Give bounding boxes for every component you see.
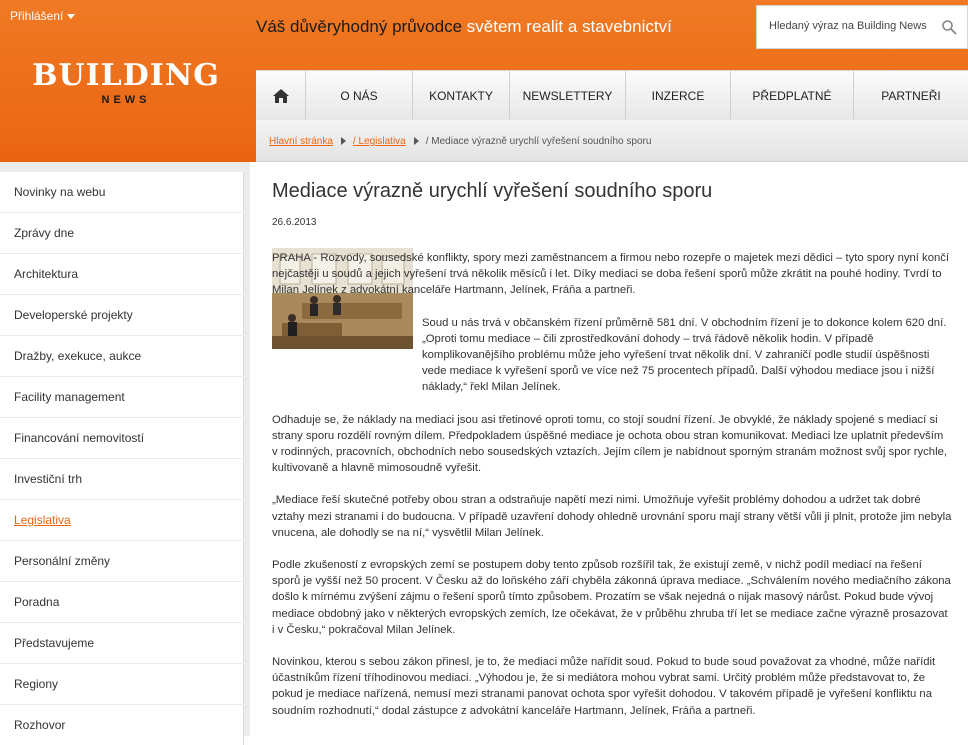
chevron-right-icon bbox=[341, 137, 346, 145]
nav-kontakty[interactable]: KONTAKTY bbox=[413, 71, 510, 121]
nav-predplatne[interactable]: PŘEDPLATNÉ bbox=[731, 71, 854, 121]
search-box bbox=[756, 5, 968, 49]
article-title: Mediace výrazně urychlí vyřešení soudního sporu bbox=[272, 180, 713, 202]
logo-subtext: NEWS bbox=[101, 94, 151, 106]
article-paragraph: Odhaduje se, že náklady na mediaci jsou asi třetinové oproti tomu, co stojí soudní řízení. Je obvyklé, že náklady spojené s mediací si strany sporu rozdělí rovným dílem. Předpokladem úspěšné mediace je ochota obou stran komunikovat. Mediaci lze uplatnit především v rodinných, pracovních, obchodních nebo sousedských vztazích. Jejím cílem je nabídnout sporným stranám možnost svůj spor rychle, kultivovaně a hlavně mimosoudně vyřešit. bbox=[272, 413, 947, 475]
login-label: Přihlášení bbox=[10, 9, 64, 23]
sidebar-item-legislativa[interactable]: Legislativa bbox=[0, 500, 244, 540]
breadcrumb-section[interactable]: / Legislativa bbox=[352, 136, 406, 147]
sidebar-item-developerske-projekty[interactable]: Developerské projekty bbox=[0, 295, 244, 335]
article-paragraph: Novinkou, kterou s sebou zákon přinesl, je to, že mediaci může nařídit soud. Pokud to bude soud považovat za vhodné, může nařídit účastníkům řízení tříhodinovou mediaci. „Výhodou je, že si mediátora mohou vybrat sami. Určitý problém může představovat to, že pokud je mediace nařízená, nemusí mezi stranami panovat ochota spor vyřešit dohodou. V takovém případě je vyřešení konfliktu na soudním rozhodnutí,“ dodal zástupce z advokátní kanceláře Hartmann, Jelínek, Fráňa a partneři. bbox=[272, 656, 936, 717]
chevron-down-icon bbox=[67, 14, 75, 19]
sidebar-item-rozhovor[interactable]: Rozhovor bbox=[0, 705, 244, 745]
sidebar-item-personalni-zmeny[interactable]: Personální změny bbox=[0, 541, 244, 581]
sidebar-item-predstavujeme[interactable]: Představujeme bbox=[0, 623, 244, 663]
nav-newslettery[interactable]: NEWSLETTERY bbox=[510, 71, 626, 121]
sidebar-item-architektura[interactable]: Architektura bbox=[0, 254, 244, 294]
nav-o-nas[interactable]: O NÁS bbox=[306, 71, 413, 121]
article-paragraph: „Mediace řeší skutečné potřeby obou stran a odstraňuje napětí mezi nimi. Umožňuje vyřešit problémy dohodou a udržet tak dobré vztahy mezi stranami i do budoucna. V případě uzavření dohody ohledně urovnání sporu mají strany větší vůli ji plnit, protože jim nebyla vnucena, ale dohodly se na ní,“ vysvětlil Milan Jelínek. bbox=[272, 494, 952, 539]
article-body bbox=[272, 250, 952, 735]
site-logo[interactable] bbox=[26, 60, 226, 106]
home-icon bbox=[272, 88, 290, 104]
article-paragraph: PRAHA - Rozvody, sousedské konflikty, spory mezi zaměstnancem a firmou nebo rozepře o majetek mezi dědici – tyto spory nyní končí nejčastěji u soudů a jejich vyřešení trvá několik měsíců i let. Díky mediaci se doba řešení sporů může zkrátit na pouhé hodiny. Tvrdí to Milan Jelínek z advokátní kanceláře Hartmann, Jelínek, Fráňa a partneři. bbox=[272, 252, 950, 297]
chevron-right-icon bbox=[414, 137, 419, 145]
sidebar-item-regiony[interactable]: Regiony bbox=[0, 664, 244, 704]
nav-partneri[interactable]: PARTNEŘI bbox=[881, 89, 941, 103]
breadcrumb-home[interactable]: Hlavní stránka bbox=[269, 136, 333, 147]
article-content bbox=[272, 170, 952, 717]
search-input[interactable] bbox=[767, 19, 941, 33]
article-date: 26.6.2013 bbox=[272, 217, 317, 228]
sidebar-item-financovani[interactable]: Financování nemovitostí bbox=[0, 418, 244, 458]
sidebar-item-investicni-trh[interactable]: Investiční trh bbox=[0, 459, 244, 499]
nav-home[interactable] bbox=[256, 71, 306, 121]
search-icon[interactable] bbox=[941, 19, 957, 35]
article-paragraph: Podle zkušeností z evropských zemí se postupem doby tento způsob rozšířil tak, že existují země, v nichž podíl mediací na řešení sporů je vyšší než 50 procent. V Česku až do loňského září chyběla zákonná úprava mediace. „Schválením nového mediačního zákona došlo k mírnému zvýšení zájmu o řešení sporů tímto způsobem. Prozatím se však nejedná o nijak masový nárůst. Pokud bude vývoj mediace obdobný jako v některých evropských zemích, lze očekávat, že v průběhu zhruba tří let se mediace začne výrazně prosazovat i v Česku,“ pokračoval Milan Jelínek. bbox=[272, 559, 951, 636]
sidebar-item-zpravy-dne[interactable]: Zprávy dne bbox=[0, 213, 244, 253]
tagline-light: světem realit a stavebnictví bbox=[466, 17, 672, 36]
sidebar-item-facility-management[interactable]: Facility management bbox=[0, 377, 244, 417]
sidebar-item-novinky[interactable]: Novinky na webu bbox=[0, 172, 244, 212]
sidebar-item-drazby[interactable]: Dražby, exekuce, aukce bbox=[0, 336, 244, 376]
sidebar-item-poradna[interactable]: Poradna bbox=[0, 582, 244, 622]
breadcrumb bbox=[256, 120, 968, 162]
nav-inzerce[interactable]: INZERCE bbox=[626, 71, 731, 121]
breadcrumb-section-wrap bbox=[353, 136, 406, 147]
tagline bbox=[256, 17, 672, 37]
article-paragraph: Soud u nás trvá v občanském řízení průměrně 581 dní. V obchodním řízení je to dokonce kolem 620 dní. „Oproti tomu mediace – čili zprostředkování dohody – trvá řádově několik hodin. V případě komplikovanějšího problému může jeho vyřešení trvat několik dní. V zahraničí podle studií úspěšnosti vede mediace k vyřešení sporů ve více než 75 procentech případů. Další výhodou mediace jsou i nižší náklady,“ řekl Milan Jelínek. bbox=[422, 316, 947, 394]
login-dropdown[interactable] bbox=[10, 9, 75, 23]
logo-text: BUILDING bbox=[32, 58, 220, 93]
breadcrumb-current: / Mediace výrazně urychlí vyřešení soudního sporu bbox=[425, 136, 652, 147]
tagline-dark: Váš důvěryhodný průvodce bbox=[256, 17, 463, 36]
sidebar bbox=[0, 162, 250, 736]
main-nav bbox=[256, 70, 968, 122]
